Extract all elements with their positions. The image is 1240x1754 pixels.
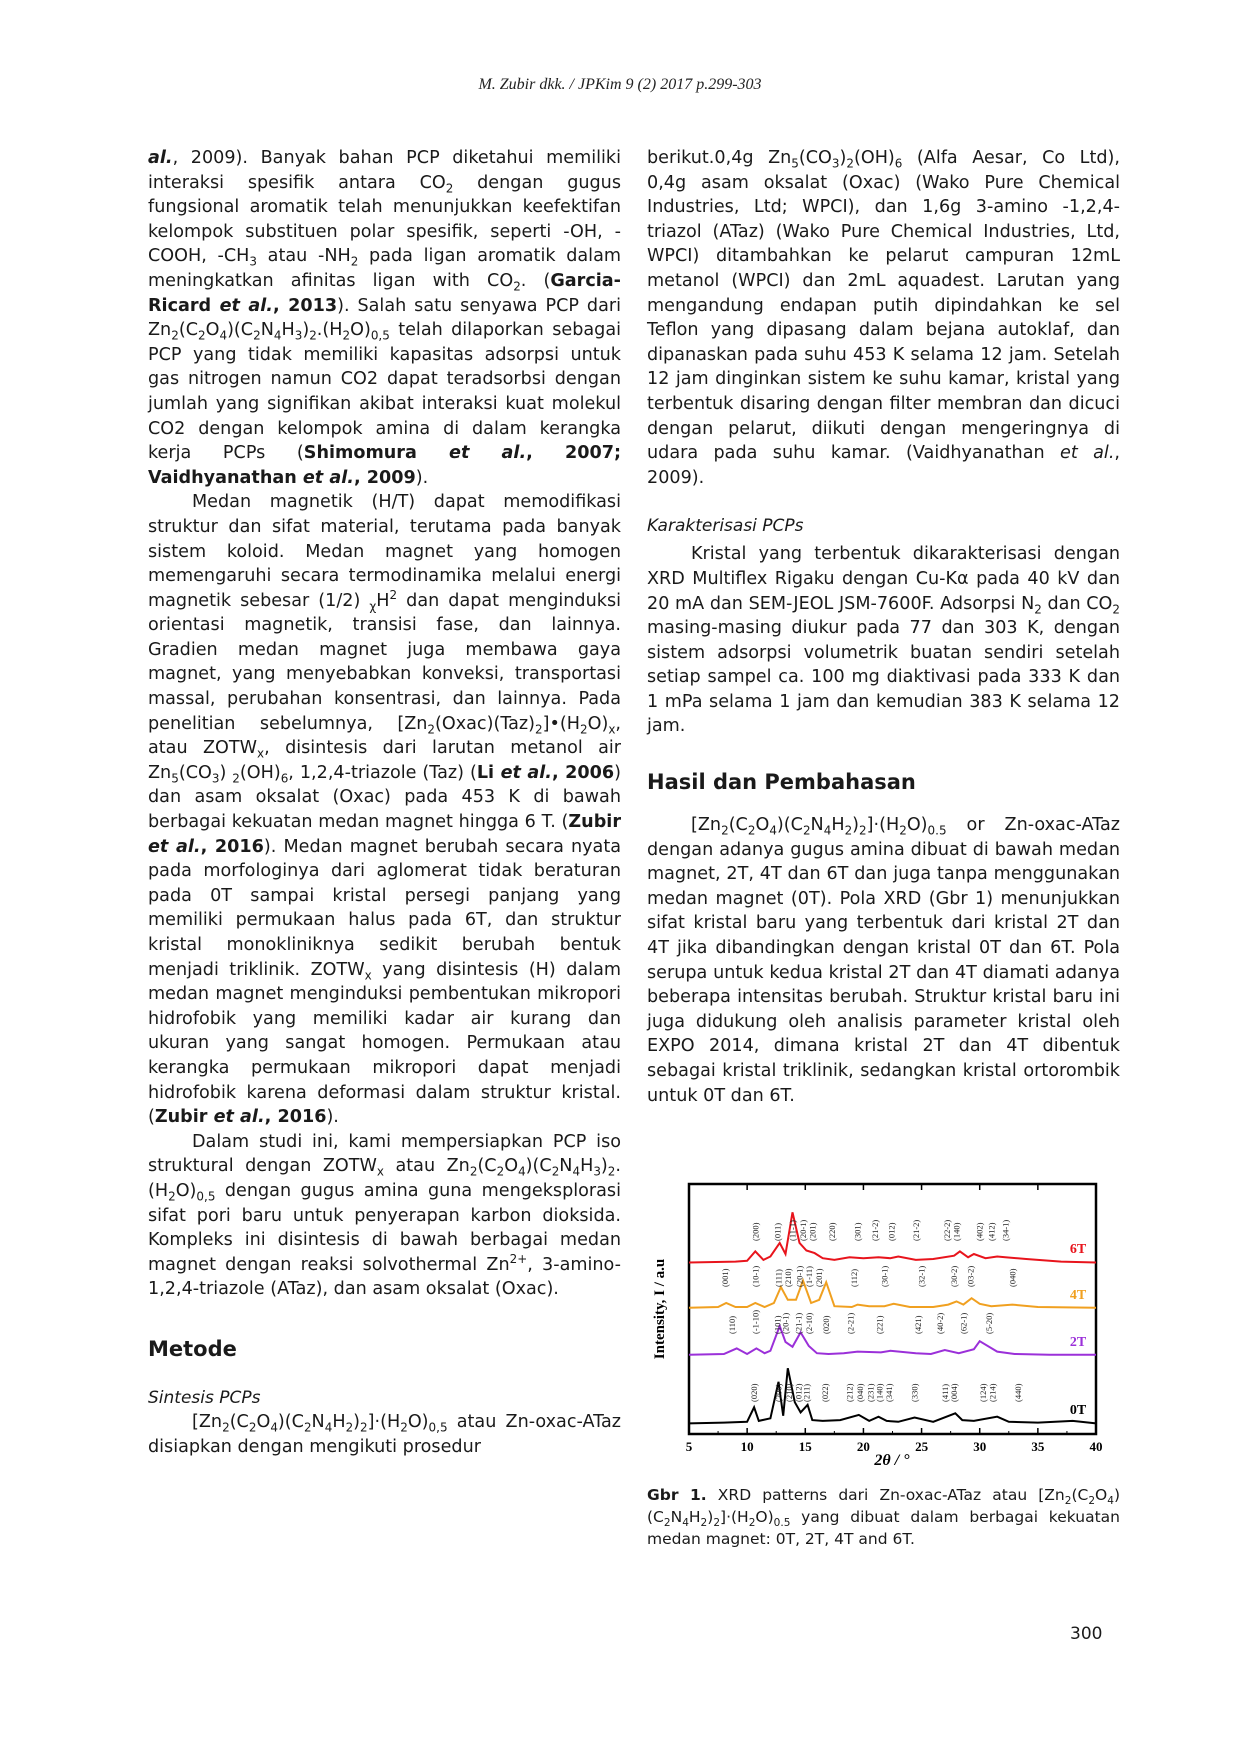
- peak-label: (020): [821, 1315, 832, 1334]
- heading-metode: Metode: [148, 1336, 237, 1361]
- peak-label: (201): [807, 1222, 818, 1241]
- peak-label: (21-2): [910, 1219, 921, 1241]
- peak-label: (020): [749, 1383, 760, 1402]
- peak-label: (330): [909, 1383, 920, 1402]
- peak-label: (2-21): [845, 1312, 856, 1334]
- peak-label: (301): [852, 1222, 863, 1241]
- peak-label: (214): [987, 1383, 998, 1402]
- peak-label: (001): [720, 1268, 730, 1287]
- page-number: 300: [1070, 1624, 1103, 1644]
- peak-label: (140): [874, 1383, 885, 1402]
- peak-label: (2-10): [803, 1312, 814, 1334]
- peak-label: (004): [949, 1383, 960, 1402]
- peak-label: (112): [849, 1268, 860, 1287]
- peak-label: (40-2): [935, 1312, 946, 1334]
- peak-label: (221): [874, 1315, 885, 1334]
- peak-label: (110): [727, 1315, 737, 1334]
- peak-label: (11-1): [787, 1220, 798, 1241]
- peak-label: (32-1): [916, 1265, 927, 1287]
- peak-label: (21-2): [870, 1219, 881, 1241]
- peak-label: (440): [1013, 1383, 1024, 1402]
- series-name-6T: 6T: [1069, 1242, 1087, 1257]
- peak-label: (1-11): [803, 1266, 814, 1287]
- peak-label: (200): [773, 1383, 784, 1402]
- peak-label: (040): [1007, 1268, 1018, 1287]
- series-name-0T: 0T: [1069, 1403, 1087, 1418]
- paragraph-synthesis-procedure: berikut.0,4g $Zn_5(CO_3)_2(OH)_6$ (Alfa Aesar, Co Ltd), 0,4g asam oksalat (Oxac) (Wako Pure Chemical Industries, Ltd; WPCI), dan 1,6g 3-amino -1,2,4-triazol (ATaz) (Wako Pure Chemical Industries, Ltd, WPCI) ditambahkan ke pelarut campuran 12mL metanol (WPCI) dan 2mL aquadest. Larutan yang mengandung endapan putih dipindahkan ke sel Teflon yang dipasang dalam bejana autoklaf, dan dipanaskan pada suhu 453 K selama 12 jam. Setelah 12 jam dinginkan sistem ke suhu kamar, kristal yang terbentuk disaring dengan filter membran dan dicuci dengan pelarut, diikuti dengan mengeringnya di udara pada suhu kamar. (Vaidhyanathan et al., 2009).: [647, 148, 1121, 488]
- x-tick-label: 25: [915, 1439, 929, 1454]
- heading-hasil: Hasil dan Pembahasan: [647, 770, 916, 795]
- xrd-figure: [647, 1180, 1120, 1474]
- paragraph-magnetic-field: Medan magnetik (H/T) dapat memodifikasi struktur dan sifat material, terutama pada banyak sistem koloid. Medan magnet yang homogen memengaruhi secara termodinamika melalui energi magnetik sebesar (1/2) $_\chi H^2$ dan dapat menginduksi orientasi magnetik, transisi fase, dan lainnya. Gradien medan magnet juga membawa gaya magnet, yang menyebabkan konveksi, transportasi massal, perubahan konsentrasi, dan lainnya. Pada penelitian sebelumnya, $[Zn_2(Oxac)(Taz)_2]•(H_2O)_x$, atau $ZOTW_x$, disintesis dari larutan metanol air $Zn_5(CO_3)$ $_2(OH)_6$, 1,2,4-triazole (Taz) (Li et al., 2006) dan asam oksalat (Oxac) pada 453 K di bawah berbagai kekuatan medan magnet hingga 6 T. (Zubir et al., 2016). Medan magnet berubah secara nyata pada morfologinya dari aglomerat tidak beraturan pada 0T sampai kristal persegi panjang yang memiliki permukaan halus pada 6T, dan struktur kristal monokliniknya sedikit berubah bentuk menjadi triklinik. $ZOTW_x$ yang disintesis (H) dalam medan magnet menginduksi pembentukan mikropori hidrofobik yang memiliki kadar air kurang dan ukuran yang sangat homogen. Permukaan atau kerangka permukaan mikropori dapat menjadi hidrofobik karena deformasi dalam struktur kristal. (Zubir et al., 2016).: [148, 492, 622, 1128]
- x-tick-label: 30: [973, 1439, 987, 1454]
- subheading-karakterisasi: Karakterisasi PCPs: [647, 516, 804, 537]
- x-tick-label: 20: [856, 1439, 870, 1454]
- peak-label: (201): [814, 1268, 825, 1287]
- peak-label: (30-1): [879, 1265, 890, 1287]
- paragraph-characterization: Kristal yang terbentuk dikarakterisasi dengan XRD Multiflex Rigaku dengan Cu-Kα pada 40 kV dan 20 mA dan SEM-JEOL JSM-7600F. Adsorpsi $N_2$ dan $CO_2$ masing-masing diukur pada 77 dan 303 K, dengan sistem adsorpsi volumetrik buatan sendiri setelah setiap sampel ca. 100 mg diaktivasi pada 333 K dan 1 mPa selama 1 jam dan kemudian 383 K selama 12 jam.: [647, 544, 1121, 737]
- peak-label: (34-1): [1000, 1219, 1011, 1241]
- peak-label: (5-20): [984, 1312, 994, 1334]
- series-name-2T: 2T: [1069, 1335, 1087, 1350]
- y-axis-title: Intensity, I / a.u: [652, 1258, 668, 1360]
- x-tick-label: 35: [1031, 1439, 1045, 1454]
- x-tick-label: 40: [1089, 1439, 1103, 1454]
- peak-label: (210): [782, 1268, 793, 1287]
- peak-label: (22-2): [942, 1219, 953, 1241]
- running-head: M. Zubir dkk. / JPKim 9 (2) 2017 p.299-303: [478, 76, 762, 93]
- peak-label: (21-1): [793, 1312, 804, 1334]
- peak-label: (220): [827, 1222, 837, 1241]
- subheading-sintesis: Sintesis PCPs: [148, 1387, 261, 1408]
- x-axis-title: 2θ / °: [874, 1452, 910, 1469]
- x-tick-label: 10: [740, 1439, 754, 1454]
- peak-label: (341): [884, 1383, 894, 1402]
- peak-label: (411): [939, 1383, 950, 1402]
- peak-label: (012): [886, 1222, 897, 1241]
- peak-label: (022): [820, 1383, 831, 1402]
- paragraph-synthesis-start: $[Zn_2(C_2O_4)(C_2N_4H_2)_2]\cdot(H_2O)_{0,5}$ atau Zn-oxac-ATaz disiapkan dengan mengikuti prosedur: [148, 1411, 621, 1457]
- peak-label: (03-2): [965, 1265, 976, 1287]
- peak-label: (62-1): [958, 1312, 969, 1334]
- peak-label: (212): [844, 1383, 855, 1402]
- left-column: [148, 146, 621, 1459]
- xrd-chart: [647, 1180, 1120, 1470]
- peak-label: (210): [784, 1383, 794, 1402]
- peak-label: (111): [773, 1269, 784, 1287]
- peak-label: (124): [978, 1383, 989, 1402]
- peak-label: (211): [801, 1383, 812, 1402]
- paragraph-intro-continued: al., 2009). Banyak bahan PCP diketahui memiliki interaksi spesifik antara $CO_2$ dengan gugus fungsional aromatik telah menunjukkan keefektifan kelompok substituen polar spesifik, seperti -OH, -COOH, $-CH_3$ atau $-NH_2$ pada ligan aromatik dalam meningkatkan afinitas ligan with $CO_2$. (Garcia-Ricard et al., 2013). Salah satu senyawa PCP dari $Zn_2(C_2O_4)(C_2N_4H_3)_2.(H_2O)_{0,5}$ telah dilaporkan sebagai PCP yang tidak memiliki kapasitas adsorpsi untuk gas nitrogen namun CO2 dapat teradsorbsi dengan jumlah yang signifikan akibat interaksi kuat molekul CO2 dengan kelompok amina di dalam kerangka kerja PCPs (Shimomura et al., 2007; Vaidhyanathan et al., 2009).: [148, 148, 622, 488]
- peak-label: (402): [974, 1222, 985, 1241]
- peak-label: (140): [951, 1222, 962, 1241]
- paragraph-results: $[Zn_2(C_2O_4)(C_2N_4H_2)_2]\cdot(H_2O)_{0.5}$ or Zn-oxac-ATaz dengan adanya gugus amina dibuat di bawah medan magnet, 2T, 4T dan 6T dan juga tanpa menggunakan medan magnet (0T). Pola XRD (Gbr 1) menunjukkan sifat kristal baru yang terbentuk dari kristal 2T dan 4T jika dibandingkan dengan kristal 0T dan 6T. Pola serupa untuk kedua kristal 2T dan 4T diamati adanya beberapa intensitas berubah. Struktur kristal baru ini juga didukung oleh analisis parameter kristal oleh EXPO 2014, dimana kristal 2T dan 4T dibentuk sebagai kristal triklinik, sedangkan kristal ortorombik untuk 0T dan 6T.: [647, 815, 1120, 1106]
- right-column: [647, 146, 1120, 1108]
- series-name-4T: 4T: [1069, 1288, 1087, 1303]
- x-tick-label: 5: [685, 1439, 693, 1454]
- peak-label: (20-1): [798, 1219, 808, 1241]
- peak-label: (30-2): [949, 1265, 960, 1287]
- x-tick-label: 15: [798, 1439, 812, 1454]
- peak-label: (040): [854, 1383, 865, 1402]
- peak-label: (421): [913, 1315, 924, 1334]
- peak-label: (200): [750, 1222, 761, 1241]
- peak-label: (101): [772, 1315, 783, 1334]
- peak-label: (412): [986, 1222, 997, 1241]
- peak-label: (-1-10): [750, 1309, 761, 1334]
- peak-label: (231): [865, 1383, 876, 1402]
- peak-label: (011): [772, 1222, 783, 1241]
- peak-label: (012): [793, 1383, 804, 1402]
- peak-label: (20-1): [780, 1312, 791, 1334]
- paragraph-study-aim: Dalam studi ini, kami mempersiapkan PCP iso struktural dengan $ZOTW_x$ atau $Zn_2(C_2O_4)(C_2N_4H_3)_2.(H_2O)_{0,5}$ dengan gugus amina guna mengeksplorasi sifat pori baru untuk penyerapan karbon dioksida. Kompleks ini disintesis di bawah berbagai medan magnet dengan reaksi solvothermal $Zn^{2+}$, 3-amino-1,2,4-triazole (ATaz), dan asam oksalat (Oxac).: [148, 1131, 621, 1300]
- peak-label: (20-1): [794, 1265, 805, 1287]
- figure-caption: Gbr 1. XRD patterns dari Zn-oxac-ATaz atau $[Zn_2(C_2O_4)(C_2N_4H_2)_2]\cdot(H_2O)_{0.5}$ yang dibuat dalam berbagai kekuatan medan magnet: 0T, 2T, 4T and 6T.: [647, 1486, 1120, 1548]
- peak-label: (10-1): [750, 1265, 761, 1287]
